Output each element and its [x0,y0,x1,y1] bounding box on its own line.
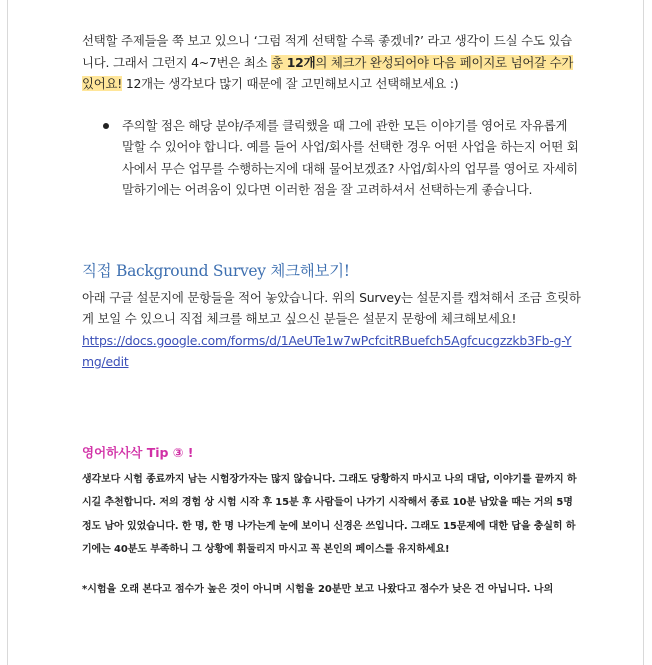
highlight-text-a: 총 [271,54,287,70]
tip-footnote: *시험을 오래 본다고 점수가 높은 것이 아니며 시험을 20분만 보고 나왔다고 점수가 낮은 건 아닙니다. 나의 [82,583,554,595]
survey-link[interactable]: https://docs.google.com/forms/d/1AeUTe1w7wPcfcitRBuefch5Agfcucgzzkb3Fb-g-Ymg/edit [82,332,572,369]
survey-paragraph [82,287,582,373]
list-item: 주의할 점은 해당 분야/주제를 클릭했을 때 그에 관한 모든 이야기를 영어로 자유롭게 말할 수 있어야 합니다. 예를 들어 사업/회사를 선택한 경우 어떤 사업을 하는지 어떤 회사에서 무슨 업무를 수행하는지에 대해 물어보겠죠? 사업/회사의 업무를 영어로 자세히 말하기에는 어려움이 있다면 이러한 점을 잘 고려하셔서 선택하는게 좋습니다. [122,115,582,201]
intro-text-1: 선택할 주제들을 쭉 보고 있으니 ‘그럼 적게 선택할 수록 좋겠네?’ 라고 생각이 드실 수도 있습니다. 그래서 그런지 4~7번은 최소 [82,33,572,70]
tip-title: 영어하사삭 Tip ③ ! [82,444,194,460]
intro-text-2: 12개는 생각보다 많기 때문에 잘 고민해보시고 선택해보세요 :) [122,76,459,91]
highlight-text-bold: 12개 [286,54,316,70]
survey-heading: 직접 Background Survey 체크해보기! [82,261,350,280]
document-content [82,30,582,600]
survey-body: 아래 구글 설문지에 문항들을 적어 놓았습니다. 위의 Survey는 설문지를 캡쳐해서 조금 흐릿하게 보일 수 있으니 직접 체크를 해보고 싶으신 분들은 설문지 문항에 체크해보세요! [82,289,581,326]
intro-paragraph [82,30,582,95]
tip-body: 생각보다 시험 종료까지 남는 시험장가자는 많지 않습니다. 그래도 당황하지 마시고 나의 대답, 이야기를 끝까지 하시길 추천합니다. 저의 경험 상 시험 시작 후 15분 후 사람들이 나가기 시작해서 종료 10분 남았을 때는 거의 5명 정도 남아 있었습니다. 한 명, 한 명 나가는게 눈에 보이니 신경은 쓰입니다. 그래도 15문제에 대한 답을 충실히 하기에는 40분도 부족하니 그 상황에 휘둘리지 마시고 꼭 본인의 페이스를 유지하세요! [82,473,577,555]
highlight-text-c: 의 체크가 완성되어야 다음 페이지로 넘어갈 수가 있어요! [82,54,574,91]
notes-list [82,115,582,201]
